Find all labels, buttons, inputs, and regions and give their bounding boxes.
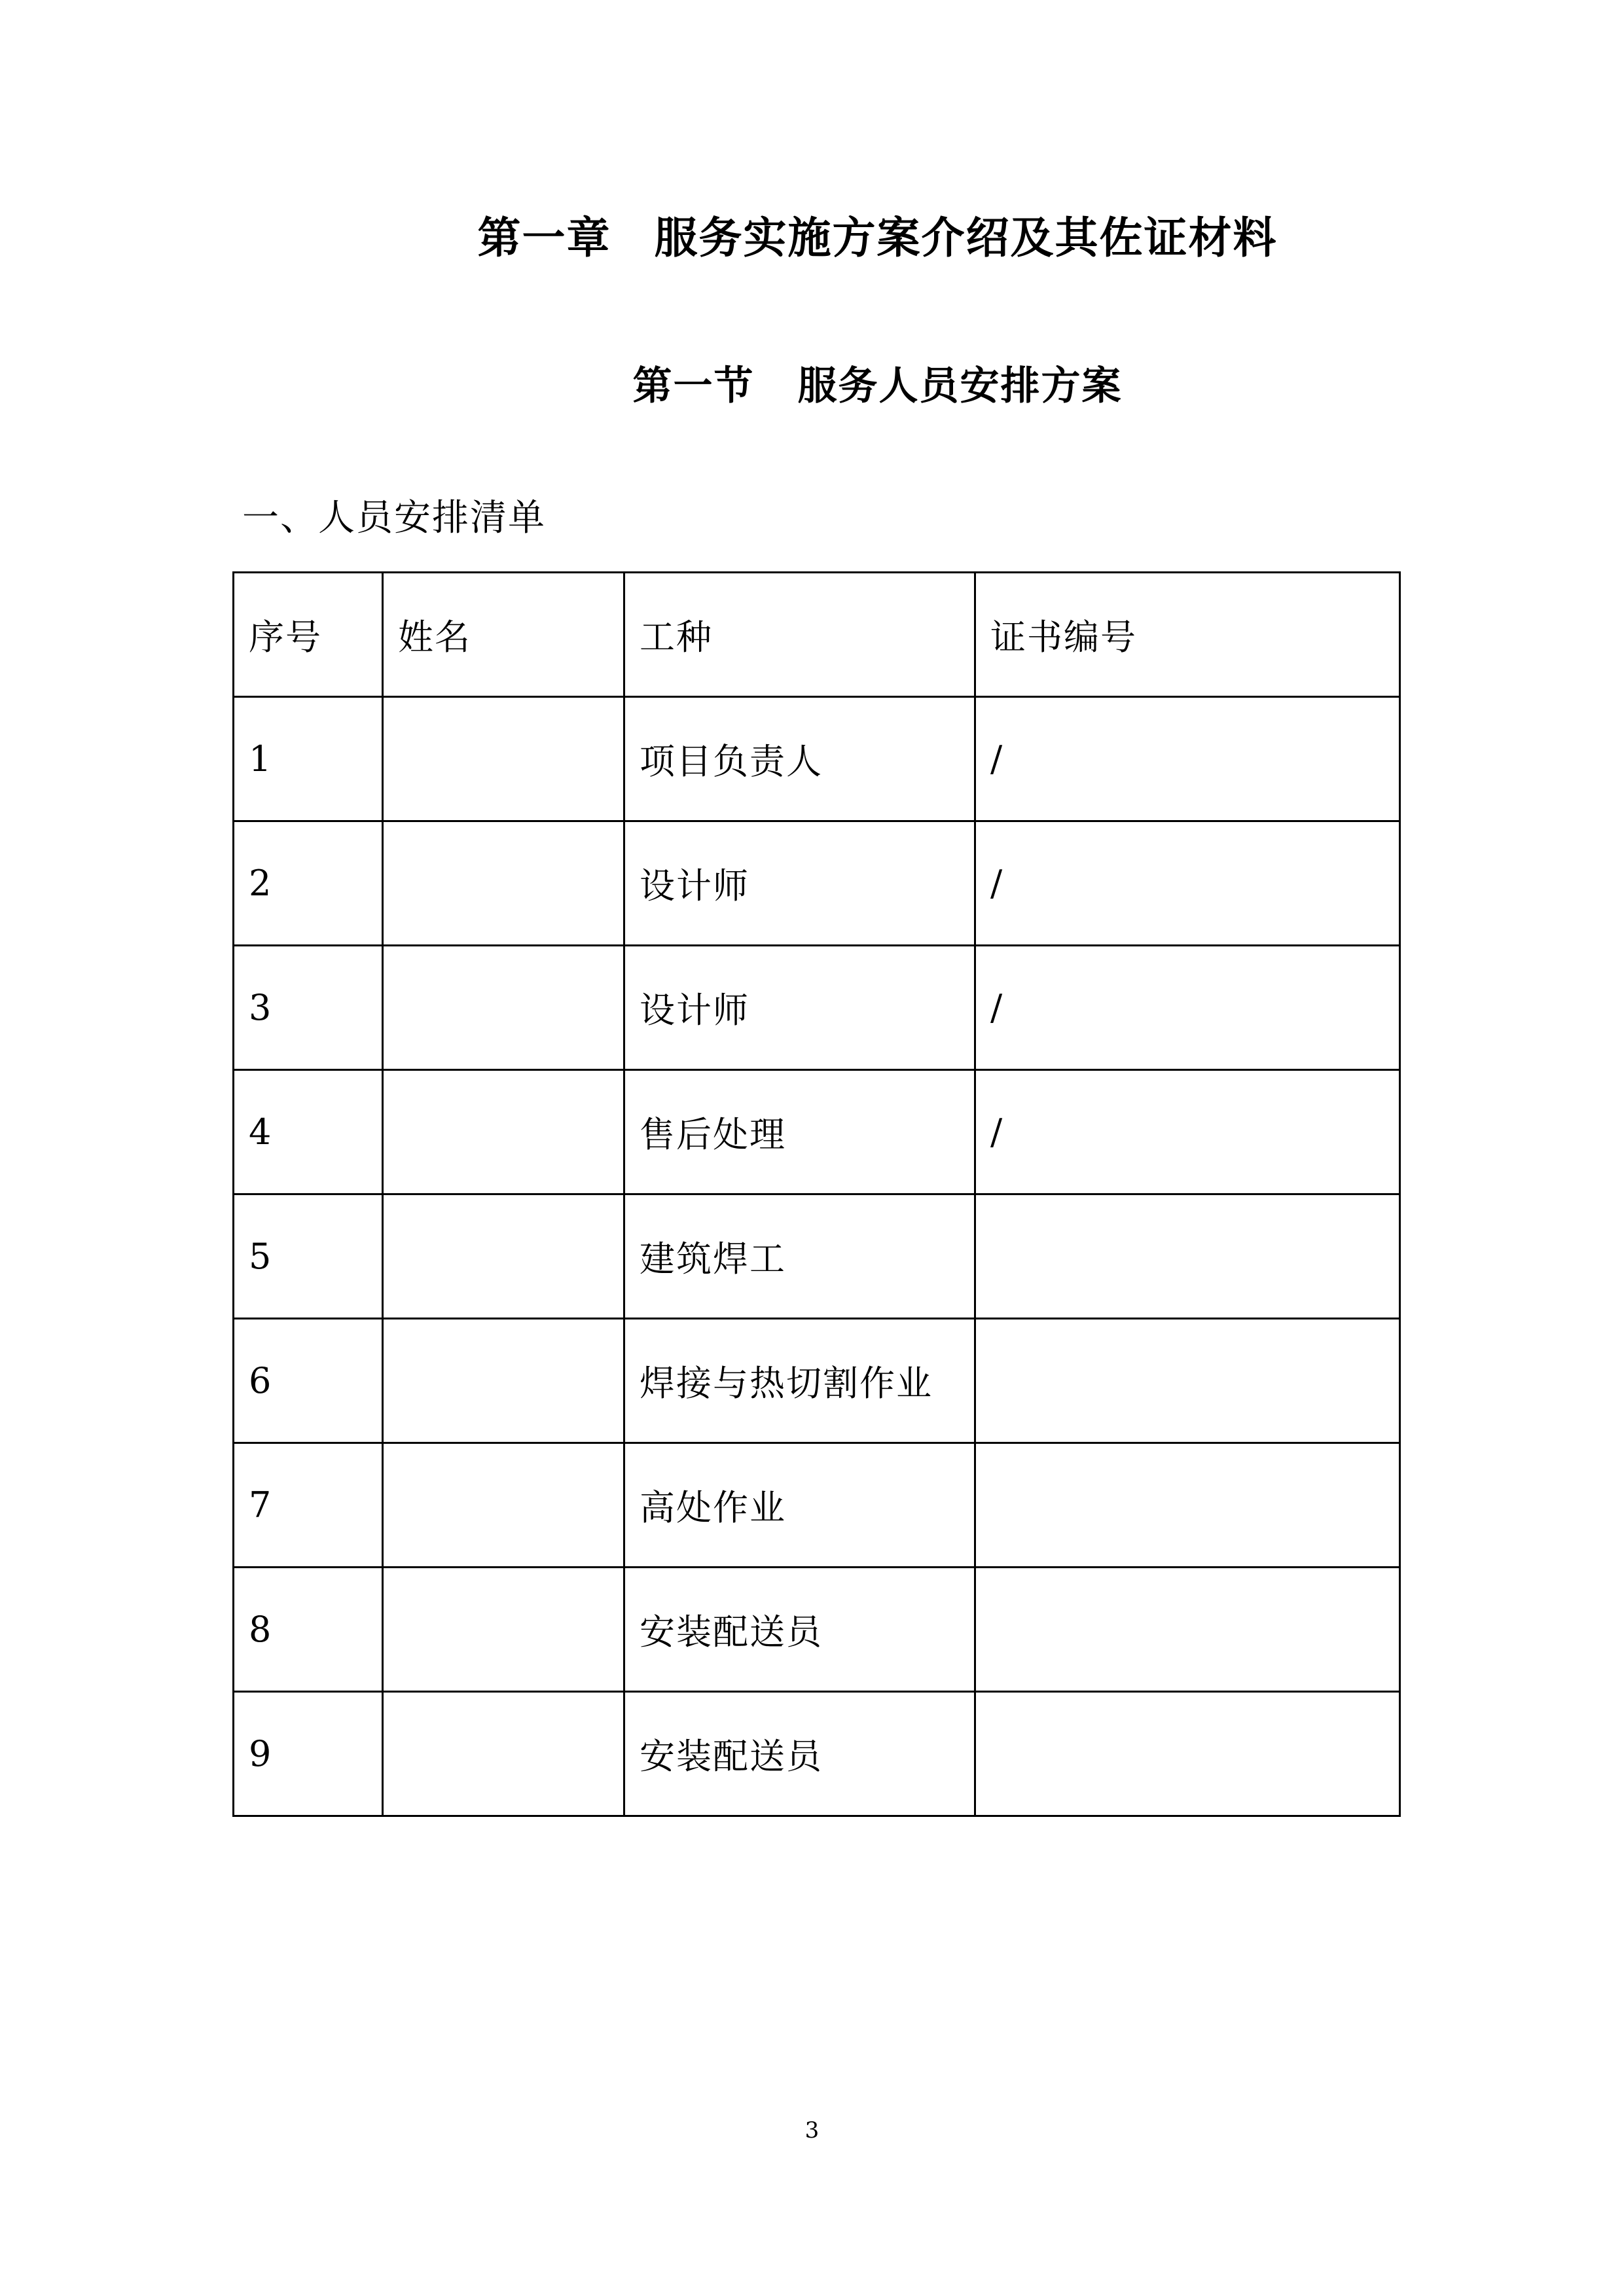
cell-trade: 安装配送员 bbox=[624, 1692, 975, 1816]
cell-no: 7 bbox=[234, 1443, 383, 1568]
staff-table bbox=[232, 571, 1401, 1817]
cell-trade: 焊接与热切割作业 bbox=[624, 1319, 975, 1443]
cell-no: 3 bbox=[234, 946, 383, 1070]
cell-name bbox=[383, 1443, 624, 1568]
table-row bbox=[234, 1692, 1400, 1816]
header-cell-cert: 证书编号 bbox=[975, 573, 1400, 697]
cell-trade: 项目负责人 bbox=[624, 697, 975, 821]
cell-no: 2 bbox=[234, 821, 383, 946]
section-title-text: 服务人员安排方案 bbox=[797, 363, 1123, 409]
cell-trade: 设计师 bbox=[624, 946, 975, 1070]
cell-name bbox=[383, 1568, 624, 1692]
cell-name bbox=[383, 1194, 624, 1319]
table-row bbox=[234, 1319, 1400, 1443]
table-row bbox=[234, 1443, 1400, 1568]
chapter-title bbox=[0, 208, 1624, 267]
cell-cert bbox=[975, 1319, 1400, 1443]
cell-name bbox=[383, 1070, 624, 1194]
header-cell-trade: 工种 bbox=[624, 573, 975, 697]
table-row bbox=[234, 1070, 1400, 1194]
cell-name bbox=[383, 697, 624, 821]
table-row bbox=[234, 1194, 1400, 1319]
cell-trade: 设计师 bbox=[624, 821, 975, 946]
cell-trade: 高处作业 bbox=[624, 1443, 975, 1568]
page-number: 3 bbox=[804, 2117, 820, 2144]
cell-cert: / bbox=[975, 946, 1400, 1070]
table-row bbox=[234, 1568, 1400, 1692]
table-row bbox=[234, 821, 1400, 946]
table-row bbox=[234, 697, 1400, 821]
cell-cert bbox=[975, 1194, 1400, 1319]
cell-no: 8 bbox=[234, 1568, 383, 1692]
chapter-label: 第一章 bbox=[477, 212, 611, 263]
cell-name bbox=[383, 1692, 624, 1816]
cell-name bbox=[383, 821, 624, 946]
section-title bbox=[0, 359, 1624, 414]
cell-trade: 建筑焊工 bbox=[624, 1194, 975, 1319]
header-cell-name: 姓名 bbox=[383, 573, 624, 697]
cell-name bbox=[383, 1319, 624, 1443]
cell-no: 9 bbox=[234, 1692, 383, 1816]
cell-cert bbox=[975, 1692, 1400, 1816]
cell-no: 4 bbox=[234, 1070, 383, 1194]
cell-cert bbox=[975, 1443, 1400, 1568]
cell-name bbox=[383, 946, 624, 1070]
header-cell-no: 序号 bbox=[234, 573, 383, 697]
cell-no: 6 bbox=[234, 1319, 383, 1443]
cell-cert bbox=[975, 1568, 1400, 1692]
section-label: 第一节 bbox=[632, 363, 755, 409]
table-row bbox=[234, 946, 1400, 1070]
cell-trade: 安装配送员 bbox=[624, 1568, 975, 1692]
chapter-title-text: 服务实施方案介绍及其佐证材料 bbox=[654, 212, 1278, 263]
staff-list-heading: 一、人员安排清单 bbox=[242, 497, 546, 539]
cell-trade: 售后处理 bbox=[624, 1070, 975, 1194]
cell-cert: / bbox=[975, 821, 1400, 946]
table-header-row bbox=[234, 573, 1400, 697]
cell-cert: / bbox=[975, 697, 1400, 821]
cell-cert: / bbox=[975, 1070, 1400, 1194]
cell-no: 1 bbox=[234, 697, 383, 821]
cell-no: 5 bbox=[234, 1194, 383, 1319]
